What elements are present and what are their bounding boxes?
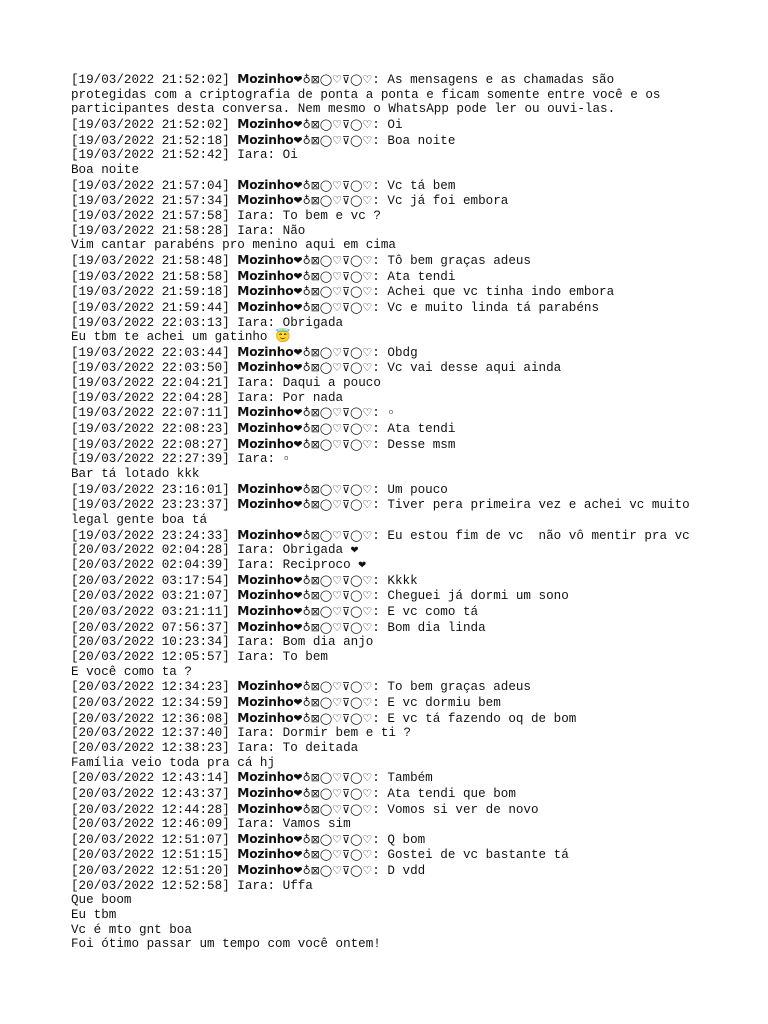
message-timestamp: [20/03/2022 12:51:07] <box>71 832 230 847</box>
message-sender: Mozinho <box>237 785 294 800</box>
message-timestamp: [20/03/2022 12:34:23] <box>71 680 230 695</box>
message-sender: Mozinho <box>237 831 294 846</box>
message-text: : Bom dia linda <box>372 620 486 635</box>
message-sender: Mozinho <box>237 694 294 709</box>
message-sender: Iara <box>237 390 268 405</box>
message-text: Foi ótimo passar um tempo com você ontem! <box>71 937 381 952</box>
chat-line <box>71 253 691 269</box>
message-sender: Mozinho <box>237 679 294 694</box>
message-sender: Iara <box>237 315 268 330</box>
message-timestamp: [20/03/2022 03:17:54] <box>71 573 230 588</box>
message-text: : Q bom <box>372 832 426 847</box>
message-text: : Obrigada <box>267 315 344 330</box>
message-text: : D vdd <box>372 864 426 879</box>
message-text: : Reciproco ❤ <box>267 558 366 572</box>
message-sender: Iara <box>237 817 268 832</box>
message-sender: Mozinho <box>237 252 294 267</box>
message-text: : Oi <box>267 148 298 163</box>
chat-line <box>71 573 691 589</box>
message-text: : ▫ <box>267 452 291 467</box>
message-text: : E vc tá fazendo oq de bom <box>372 711 577 726</box>
message-text: : As mensagens e as chamadas são protegidas com a criptografia de ponta a ponta e ficam somente entre você e os participantes desta conversa. Nem mesmo o WhatsApp pode ler ou ouvi-las. <box>71 73 669 117</box>
chat-line <box>71 360 691 376</box>
message-timestamp: [19/03/2022 22:27:39] <box>71 452 230 467</box>
sender-emoji-icons: ❤♁⊠◯♡⊽◯♡ <box>293 864 373 878</box>
message-sender: Mozinho <box>237 770 294 785</box>
sender-emoji-icons: ❤♁⊠◯♡⊽◯♡ <box>293 73 373 86</box>
message-timestamp: [20/03/2022 12:05:57] <box>71 649 230 664</box>
message-text: : Ata tendi que bom <box>372 786 516 801</box>
message-sender: Mozinho <box>237 572 294 587</box>
message-timestamp: [19/03/2022 21:52:02] <box>71 73 230 87</box>
chat-line <box>71 770 691 786</box>
sender-emoji-icons: ❤♁⊠◯♡⊽◯♡ <box>293 117 373 131</box>
chat-line <box>71 650 691 665</box>
message-timestamp: [19/03/2022 22:03:13] <box>71 315 230 330</box>
sender-emoji-icons: ❤♁⊠◯♡⊽◯♡ <box>293 285 373 299</box>
message-sender: Iara <box>237 376 268 391</box>
message-timestamp: [19/03/2022 21:52:18] <box>71 133 230 148</box>
message-sender: Iara <box>237 635 268 650</box>
chat-line <box>71 937 691 952</box>
message-timestamp: [19/03/2022 21:57:34] <box>71 194 230 209</box>
message-text: : Daqui a pouco <box>267 376 381 391</box>
chat-line <box>71 238 691 253</box>
sender-emoji-icons: ❤♁⊠◯♡⊽◯♡ <box>293 498 373 512</box>
sender-emoji-icons: ❤♁⊠◯♡⊽◯♡ <box>293 573 373 587</box>
message-text: : Desse msm <box>372 437 456 452</box>
message-text: : ▫ <box>372 406 395 421</box>
sender-emoji-icons: ❤♁⊠◯♡⊽◯♡ <box>293 133 373 147</box>
message-sender: Mozinho <box>237 481 294 496</box>
message-timestamp: [20/03/2022 12:37:40] <box>71 726 230 741</box>
chat-line <box>71 405 691 421</box>
message-timestamp: [20/03/2022 12:44:28] <box>71 802 230 817</box>
message-timestamp: [19/03/2022 22:08:27] <box>71 437 230 452</box>
chat-line <box>71 224 691 239</box>
message-timestamp: [19/03/2022 23:23:37] <box>71 498 230 513</box>
message-text: : Ata tendi <box>372 422 456 437</box>
message-timestamp: [20/03/2022 12:46:09] <box>71 817 230 832</box>
chat-line <box>71 497 698 528</box>
message-sender: Mozinho <box>237 116 294 131</box>
message-sender: Mozinho <box>237 344 294 359</box>
message-text: : Não <box>267 223 306 238</box>
message-sender: Mozinho <box>237 299 294 314</box>
message-timestamp: [19/03/2022 21:59:44] <box>71 300 230 315</box>
message-sender: Mozinho <box>237 132 294 147</box>
chat-line <box>71 543 691 558</box>
message-sender: Mozinho <box>237 268 294 283</box>
message-timestamp: [19/03/2022 21:52:02] <box>71 117 230 132</box>
sender-emoji-icons: ❤♁⊠◯♡⊽◯♡ <box>293 832 373 846</box>
message-text: Vim cantar parabéns pro menino aqui em cima <box>71 238 396 253</box>
message-sender: Iara <box>237 558 268 572</box>
message-sender: Iara <box>237 543 268 558</box>
sender-emoji-icons: ❤♁⊠◯♡⊽◯♡ <box>293 437 373 451</box>
chat-line <box>71 908 691 923</box>
message-timestamp: [20/03/2022 12:51:20] <box>71 864 230 879</box>
chat-line <box>71 756 691 771</box>
message-text: : Vomos si ver de novo <box>372 802 539 817</box>
chat-line <box>71 863 691 879</box>
message-text: Boa noite <box>71 162 140 177</box>
message-timestamp: [19/03/2022 22:07:11] <box>71 406 230 421</box>
sender-emoji-icons: ❤♁⊠◯♡⊽◯♡ <box>293 361 373 375</box>
message-timestamp: [20/03/2022 07:56:37] <box>71 620 230 635</box>
chat-line <box>71 482 691 498</box>
message-timestamp: [19/03/2022 22:08:23] <box>71 422 230 437</box>
message-sender: Mozinho <box>237 497 294 512</box>
sender-emoji-icons: ❤♁⊠◯♡⊽◯♡ <box>293 300 373 314</box>
message-text: : Cheguei já dormi um sono <box>372 589 569 604</box>
message-sender: Mozinho <box>237 588 294 603</box>
sender-emoji-icons: ❤♁⊠◯♡⊽◯♡ <box>293 269 373 283</box>
message-timestamp: [19/03/2022 23:16:01] <box>71 482 230 497</box>
chat-line <box>71 148 691 163</box>
message-sender: Mozinho <box>237 405 294 420</box>
message-sender: Iara <box>237 649 268 664</box>
chat-line <box>71 665 691 680</box>
message-sender: Iara <box>237 452 268 467</box>
chat-line <box>71 284 691 300</box>
message-timestamp: [19/03/2022 21:57:04] <box>71 178 230 193</box>
message-sender: Mozinho <box>237 619 294 634</box>
chat-transcript <box>71 72 698 952</box>
chat-line <box>71 558 691 573</box>
sender-emoji-icons: ❤♁⊠◯♡⊽◯♡ <box>293 711 373 725</box>
message-text: : Também <box>372 771 433 786</box>
message-timestamp: [20/03/2022 10:23:34] <box>71 635 230 650</box>
message-text: : Bom dia anjo <box>267 635 374 650</box>
message-text: Vc é mto gnt boa <box>71 922 192 937</box>
chat-line <box>71 117 691 133</box>
chat-line <box>71 879 691 894</box>
sender-emoji-icons: ❤♁⊠◯♡⊽◯♡ <box>293 178 373 192</box>
message-text: : Obdg <box>372 345 418 360</box>
chat-line <box>71 345 691 361</box>
message-timestamp: [19/03/2022 22:04:21] <box>71 376 230 391</box>
chat-line <box>71 193 691 209</box>
message-sender: Mozinho <box>237 421 294 436</box>
chat-line <box>71 711 691 727</box>
chat-line <box>71 209 691 224</box>
message-timestamp: [20/03/2022 12:43:37] <box>71 786 230 801</box>
message-text: : Oi <box>372 117 403 132</box>
message-timestamp: [20/03/2022 12:36:08] <box>71 711 230 726</box>
message-text: : Vc e muito linda tá parabéns <box>372 300 600 315</box>
sender-emoji-icons: ❤♁⊠◯♡⊽◯♡ <box>293 786 373 800</box>
message-timestamp: [20/03/2022 03:21:11] <box>71 604 230 619</box>
message-timestamp: [19/03/2022 21:58:28] <box>71 223 230 238</box>
message-sender: Mozinho <box>237 436 294 451</box>
chat-line <box>71 817 691 832</box>
message-text: : Ata tendi <box>372 269 456 284</box>
message-sender: Mozinho <box>237 360 294 375</box>
message-text: : Eu estou fim de vc não vô mentir pra vc <box>372 528 690 543</box>
chat-line <box>71 316 691 331</box>
chat-line <box>71 163 691 178</box>
message-text: Eu tbm <box>71 908 117 923</box>
message-sender: Mozinho <box>237 527 294 542</box>
message-sender: Mozinho <box>237 847 294 862</box>
message-sender: Iara <box>237 740 268 755</box>
sender-emoji-icons: ❤♁⊠◯♡⊽◯♡ <box>293 680 373 694</box>
chat-line <box>71 421 691 437</box>
message-text: Que boom <box>71 893 132 908</box>
chat-line <box>71 604 691 620</box>
message-text: : Tiver pera primeira vez e achei vc muito legal gente boa tá <box>71 498 698 528</box>
message-timestamp: [19/03/2022 21:59:18] <box>71 285 230 300</box>
message-sender: Mozinho <box>237 193 294 208</box>
sender-emoji-icons: ❤♁⊠◯♡⊽◯♡ <box>293 695 373 709</box>
message-text: : Um pouco <box>372 482 448 497</box>
chat-line <box>71 72 691 117</box>
message-text: : Kkkk <box>372 573 418 588</box>
message-text: : Vc vai desse aqui ainda <box>372 361 562 376</box>
sender-emoji-icons: ❤♁⊠◯♡⊽◯♡ <box>293 620 373 634</box>
sender-emoji-icons: ❤♁⊠◯♡⊽◯♡ <box>293 528 373 542</box>
chat-line <box>71 452 691 467</box>
message-text: : Vamos sim <box>267 817 351 832</box>
message-text: : Por nada <box>267 390 344 405</box>
message-sender: Iara <box>237 208 268 223</box>
chat-line <box>71 726 691 741</box>
message-sender: Mozinho <box>237 710 294 725</box>
chat-line <box>71 588 691 604</box>
chat-line <box>71 467 691 482</box>
sender-emoji-icons: ❤♁⊠◯♡⊽◯♡ <box>293 345 373 359</box>
message-timestamp: [19/03/2022 22:03:44] <box>71 345 230 360</box>
chat-line <box>71 695 691 711</box>
message-text: : Achei que vc tinha indo embora <box>372 285 615 300</box>
message-sender: Mozinho <box>237 72 294 86</box>
message-text: : To bem graças adeus <box>372 680 531 695</box>
sender-emoji-icons: ❤♁⊠◯♡⊽◯♡ <box>293 604 373 618</box>
message-timestamp: [20/03/2022 12:51:15] <box>71 848 230 863</box>
sender-emoji-icons: ❤♁⊠◯♡⊽◯♡ <box>293 848 373 862</box>
message-text: E você como ta ? <box>71 664 192 679</box>
chat-line <box>71 178 691 194</box>
sender-emoji-icons: ❤♁⊠◯♡⊽◯♡ <box>293 482 373 496</box>
chat-line <box>71 300 691 316</box>
message-timestamp: [20/03/2022 02:04:28] <box>71 543 230 558</box>
message-text: : To bem <box>267 649 328 664</box>
message-text: : Dormir bem e ti ? <box>267 726 412 741</box>
message-text: : E vc como tá <box>372 604 479 619</box>
chat-line <box>71 330 691 345</box>
message-text: : To deitada <box>267 740 359 755</box>
message-timestamp: [20/03/2022 12:38:23] <box>71 740 230 755</box>
chat-line <box>71 832 691 848</box>
message-text: : E vc dormiu bem <box>372 695 501 710</box>
message-text: : Obrigada ❤ <box>267 543 359 558</box>
message-timestamp: [19/03/2022 21:58:48] <box>71 253 230 268</box>
message-text: : To bem e vc ? <box>267 208 381 223</box>
sender-emoji-icons: ❤♁⊠◯♡⊽◯♡ <box>293 771 373 785</box>
chat-line <box>71 847 691 863</box>
chat-line <box>71 437 691 453</box>
chat-line <box>71 923 691 938</box>
chat-line <box>71 620 691 636</box>
message-text: : Uffa <box>267 878 313 893</box>
chat-line <box>71 528 691 544</box>
chat-line <box>71 133 691 149</box>
message-text: : Boa noite <box>372 133 456 148</box>
message-text: : Vc já foi embora <box>372 194 509 209</box>
sender-emoji-icons: ❤♁⊠◯♡⊽◯♡ <box>293 194 373 208</box>
sender-emoji-icons: ❤♁⊠◯♡⊽◯♡ <box>293 253 373 267</box>
message-sender: Mozinho <box>237 863 294 878</box>
sender-emoji-icons: ❤♁⊠◯♡⊽◯♡ <box>293 406 373 420</box>
sender-emoji-icons: ❤♁⊠◯♡⊽◯♡ <box>293 589 373 603</box>
message-sender: Mozinho <box>237 284 294 299</box>
chat-line <box>71 786 691 802</box>
message-sender: Iara <box>237 223 268 238</box>
message-timestamp: [20/03/2022 12:52:58] <box>71 878 230 893</box>
message-sender: Mozinho <box>237 801 294 816</box>
message-timestamp: [19/03/2022 22:04:28] <box>71 390 230 405</box>
message-sender: Mozinho <box>237 603 294 618</box>
message-text: Eu tbm te achei um gatinho 😇 <box>71 330 291 345</box>
message-timestamp: [19/03/2022 21:58:58] <box>71 269 230 284</box>
sender-emoji-icons: ❤♁⊠◯♡⊽◯♡ <box>293 422 373 436</box>
chat-line <box>71 376 691 391</box>
message-text: : Vc tá bem <box>372 178 456 193</box>
message-sender: Mozinho <box>237 177 294 192</box>
message-timestamp: [20/03/2022 12:34:59] <box>71 695 230 710</box>
chat-line <box>71 893 691 908</box>
message-timestamp: [19/03/2022 22:03:50] <box>71 361 230 376</box>
message-sender: Iara <box>237 148 268 163</box>
chat-line <box>71 679 691 695</box>
message-sender: Iara <box>237 726 268 741</box>
message-text: : Tô bem graças adeus <box>372 253 531 268</box>
message-text: Bar tá lotado kkk <box>71 467 200 482</box>
message-timestamp: [19/03/2022 21:57:58] <box>71 208 230 223</box>
message-timestamp: [20/03/2022 03:21:07] <box>71 589 230 604</box>
message-timestamp: [19/03/2022 21:52:42] <box>71 148 230 163</box>
message-timestamp: [19/03/2022 23:24:33] <box>71 528 230 543</box>
chat-line <box>71 802 691 818</box>
chat-line <box>71 741 691 756</box>
chat-line <box>71 635 691 650</box>
chat-line <box>71 391 691 406</box>
chat-line <box>71 269 691 285</box>
message-timestamp: [20/03/2022 12:43:14] <box>71 771 230 786</box>
message-timestamp: [20/03/2022 02:04:39] <box>71 558 230 572</box>
message-text: : Gostei de vc bastante tá <box>372 848 569 863</box>
sender-emoji-icons: ❤♁⊠◯♡⊽◯♡ <box>293 802 373 816</box>
message-sender: Iara <box>237 878 268 893</box>
message-text: Família veio toda pra cá hj <box>71 755 276 770</box>
